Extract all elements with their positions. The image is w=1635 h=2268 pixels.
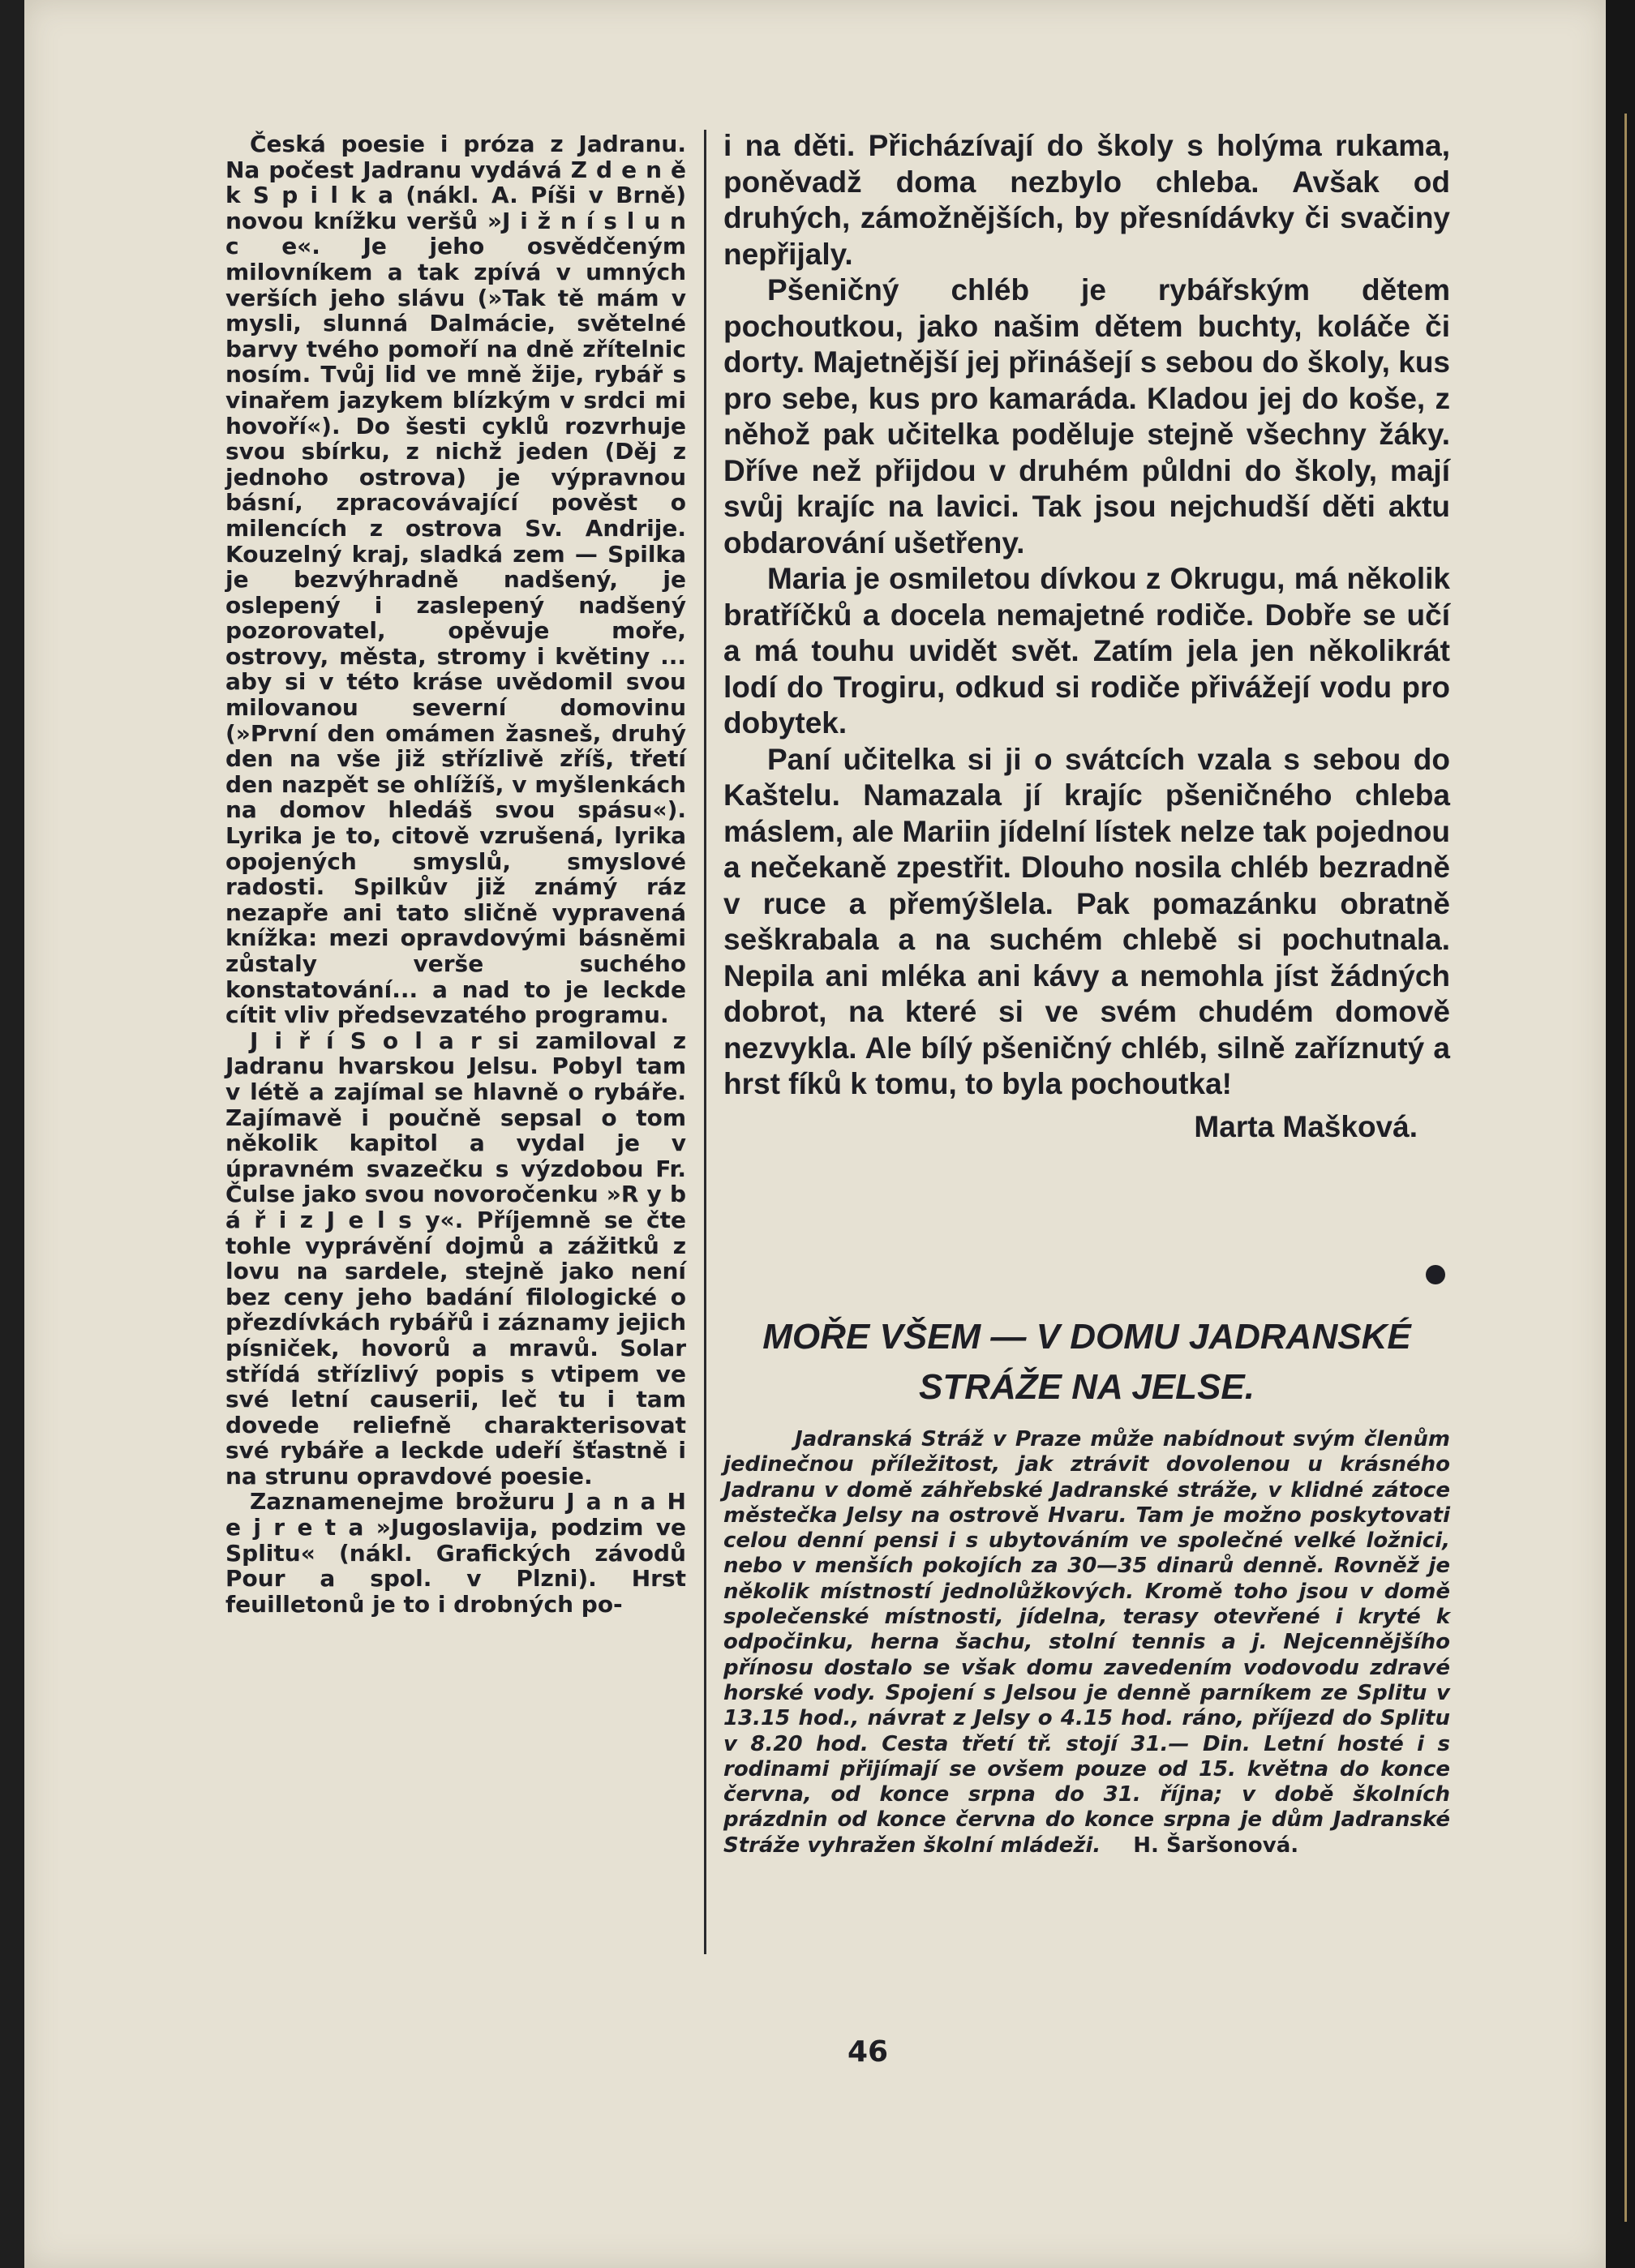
edge-line bbox=[1624, 114, 1627, 2222]
left-paragraph-1: Česká poesie i próza z Jadranu. Na počest Jadranu vydává Z d e n ě k S p i l k a (nákl. A. Píši v Brně) novou knížku veršů »J i ž n í s l u n c e«. Je jeho osvědčeným milovníkem a tak zpívá v umných verších jeho slávu (»Tak tě mám v mysli, slunná Dalmácie, světelné barvy tvého pomoří na dně zřítelnic nosím. Tvůj lid ve mně žije, rybář s vinařem jazykem blízkým v srdci mi hovoří«). Do šesti cyklů rozvrhuje svou sbírku, z nichž jeden (Děj z jednoho ostrova) je výpravnou básní, zpracovávající pověst o milencích z ostrova Sv. Andrije. Kouzelný kraj, sladká zem — Spilka je bezvýhradně nadšený, je oslepený i zaslepený nadšený pozorovatel, opěvuje moře, ostrovy, města, stromy i květiny ... aby si v této kráse uvědomil svou milovanou severní domovinu (»První den omámen žasneš, druhý den na vše již střízlivě zříš, třetí den nazpět se ohlížíš, v myšlenkách na domov hledáš svou spásu«). Lyrika je to, citově vzrušená, lyrika opojených smyslů, smyslové radosti. Spilkův již známý ráz nezapře ani tato sličně vypravená knížka: mezi opravdovými básněmi zůstaly verše suchého konstatování... a nad to je leckde cítit vliv předsevzatého programu. bbox=[225, 131, 686, 1029]
left-paragraph-2: J i ř í S o l a r si zamiloval z Jadranu hvarskou Jelsu. Pobyl tam v létě a zajímal se hlavně o rybáře. Zajímavě i poučně sepsal o tom několik kapitol a vydal je v úpravném svazečku s výzdobou Fr. Čulse jako svou novoročenku »R y b á ř i z J e l s y«. Příjemně se čte tohle vyprávění dojmů a zážitků z lovu na sardele, stejně jako není bez ceny jeho badání filologické o přezdívkách rybářů i záznamy jejich písniček, hovorů a mravů. Solar střídá střízlivý popis s vtipem ve své letní causerii, leč tu i tam dovede reliefně charakterisovat své rybáře a leckde udeří šťastně i na strunu opravdové poesie. bbox=[225, 1027, 686, 1490]
right-paragraph-4: Paní učitelka si ji o svátcích vzala s sebou do Kaštelu. Namazala jí krajíc pšeničného chleba máslem, ale Mariin jídelní lístek nelze tak pojednou a nečekaně zpestřit. Dlouho nosila chléb bezradně v ruce a přemýšlela. Pak pomazánku obratně seškrabala a na suchém chlebě si pochutnala. Nepila ani mléka ani kávy a nemohla jíst žádných dobrot, na které si ve svém chudém domově nezvykla. Ale bílý pšeničný chléb, silně zaříznutý a hrst fíků k tomu, to byla pochoutka! bbox=[723, 742, 1450, 1100]
notice-body: Jadranská Stráž v Praze může nabídnout svým členům jedinečnou příležitost, jak ztrávit dovolenou u krásného Jadranu v domě záhřebské Jadranské stráže, v klidné zátoce městečka Jelsy na ostrově Hvaru. Tam je možno poskytovati celou denní pensi i s ubytováním ve společné velké ložnici, nebo v menších pokojích za 30—35 dinarů denně. Rovněž je několik místností jednolůžkových. Kromě toho jsou v domě společenské místnosti, jídelna, terasy otevřené i kryté k odpočinku, herna šachu, stolní tennis a j. Nejcennějšího přínosu dostalo se však domu zavedením vodovodu zdravé horské vody. Spojení s Jelsou je denně parníkem ze Splitu v 13.15 hod., návrat z Jelsy o 4.15 hod. ráno, příjezd do Splitu v 8.20 hod. Cesta třetí tř. stojí 31.— Din. Letní hosté i s rodinami přijímají se ovšem pouze od 15. května do konce června, od konce srpna do 31. října; v době školních prázdnin od konce června do konce srpna je dům Jadranské Stráže vyhražen školní mládeži. bbox=[723, 1427, 1450, 1858]
left-paragraph-3: Zaznamenejme brožuru J a n a H e j r e t a »Jugoslavija, podzim ve Splitu« (nákl. Grafických závodů Pour a spol. v Plzni). Hrst feuilletonů je to i drobných po- bbox=[225, 1488, 686, 1618]
right-paragraph-3: Maria je osmiletou dívkou z Okrugu, má několik bratříčků a docela nemajetné rodiče. Dobře se učí a má touhu uvidět svět. Zatím jela jen několikrát lodí do Trogiru, odkud si rodiče přivážejí vodu pro dobytek. bbox=[723, 562, 1450, 740]
heading-line-1: MOŘE VŠEM — V DOMU JADRANSKÉ bbox=[762, 1317, 1411, 1357]
notice-text bbox=[723, 1427, 1450, 1859]
page-edge bbox=[1606, 0, 1635, 2268]
left-column bbox=[225, 131, 686, 1988]
article-heading bbox=[723, 1312, 1450, 1413]
notice-author: H. Šaršonová. bbox=[1133, 1833, 1299, 1858]
right-column bbox=[723, 128, 1450, 1145]
signature: Marta Mašková. bbox=[1194, 1109, 1418, 1143]
section-bullet-icon bbox=[1426, 1265, 1445, 1284]
page-number: 46 bbox=[847, 2035, 889, 2069]
right-paragraph-1: i na děti. Přicházívají do školy s holýma rukama, poněvadž doma nezbylo chleba. Avšak od druhých, zámožnějších, by přesnídávky či svačiny nepřijaly. bbox=[723, 129, 1450, 271]
right-paragraph-2: Pšeničný chléb je rybářským dětem pochoutkou, jako našim dětem buchty, koláče či dorty. Majetnější jej přinášejí s sebou do školy, kus pro sebe, kus pro kamaráda. Kladou jej do koše, z něhož pak učitelka poděluje stejně všechny žáky. Dříve než přijdou v druhém půldni do školy, mají svůj krajíc na lavici. Tak jsou nejchudší děti aktu obdarování ušetřeny. bbox=[723, 273, 1450, 559]
column-divider bbox=[704, 130, 706, 1954]
heading-line-2: STRÁŽE NA JELSE. bbox=[919, 1367, 1255, 1407]
